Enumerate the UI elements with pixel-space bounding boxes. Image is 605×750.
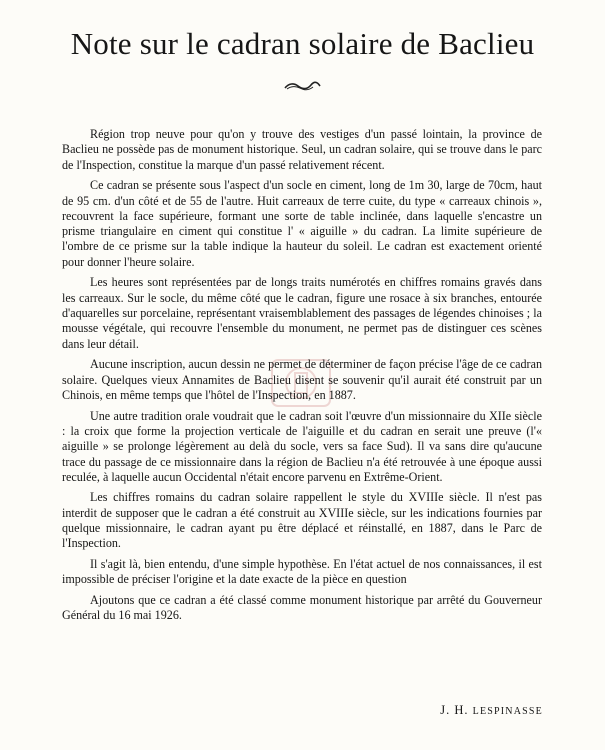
author-signature	[440, 703, 543, 718]
author-surname: LESPINASSE	[472, 706, 543, 717]
document-title: Note sur le cadran solaire de Baclieu	[70, 26, 535, 61]
paragraph: Aucune inscription, aucun dessin ne permet de déterminer de façon précise l'âge de ce cadran solaire. Quelques vieux Annamites de Baclieu disent se souvenir qu'il aurait été construit par un Chinois, en même temps que l'hôtel de l'Inspection, en 1887.	[62, 357, 542, 402]
paragraph: Il s'agit là, bien entendu, d'une simple hypothèse. En l'état actuel de nos connaissances, il est impossible de préciser l'origine et la date exacte de la pièce en question	[62, 557, 542, 587]
paragraph: Région trop neuve pour qu'on y trouve des vestiges d'un passé lointain, la province de Baclieu ne possède pas de monument historique. Seul, un cadran solaire, qui se trouve dans le parc de l'Inspection, constitue la marque d'un passé relativement récent.	[62, 127, 542, 172]
author-initials: J. H.	[440, 703, 469, 717]
paragraph: Les chiffres romains du cadran solaire rappellent le style du XVIIIe siècle. Il n'est pas interdit de supposer que le cadran a été construit au XVIIIe siècle, sur les indications fournies par quelque missionnaire, le cadran ayant pu être déplacé et réinstallé, en 1887, dans le Parc de l'Inspection.	[62, 490, 542, 551]
paragraph: Ajoutons que ce cadran a été classé comme monument historique par arrêté du Gouverneur Général du 16 mai 1926.	[62, 593, 542, 623]
paragraph: Une autre tradition orale voudrait que le cadran soit l'œuvre d'un missionnaire du XIIe siècle : la croix que forme la projection verticale de l'aiguille et du cadran en serait une preuve (l'« aiguille » se prolonge légèrement au delà du socle, vers sa face Sud). Il va sans dire qu'aucune trace du passage de ce missionnaire dans la région de Baclieu n'a été retrouvée à une époque aussi reculée, à laquelle aucun Occidental n'était encore parvenu en Extrême-Orient.	[62, 408, 542, 484]
paragraph: Les heures sont représentées par de longs traits numérotés en chiffres romains gravés dans les carreaux. Sur le socle, du même côté que le cadran, figure une rosace à six branches, entourée d'aquarelles sur porcelaine, représentant vraisemblablement des passages de légendes chinoises ; la mousse végétale, qui recouvre l'ensemble du monument, ne permet pas de distinguer ces scènes dans leur détail.	[62, 275, 542, 351]
article-body	[62, 127, 542, 629]
paragraph: Ce cadran se présente sous l'aspect d'un socle en ciment, long de 1m 30, large de 70cm, haut de 95 cm. d'un côté et de 55 de l'autre. Huit carreaux de terre cuite, du type « carreaux chinois », recouvrent la face supérieure, formant une sorte de table inclinée, dans laquelle s'encastre un prisme triangulaire en ciment qui constitue l' « aiguille » du cadran. La limite supérieure de l'ombre de ce prisme sur la table indique la hauteur du soleil. Le cadran est exactement orienté pour donner l'heure solaire.	[62, 178, 542, 269]
title-ornament-icon	[282, 80, 322, 92]
